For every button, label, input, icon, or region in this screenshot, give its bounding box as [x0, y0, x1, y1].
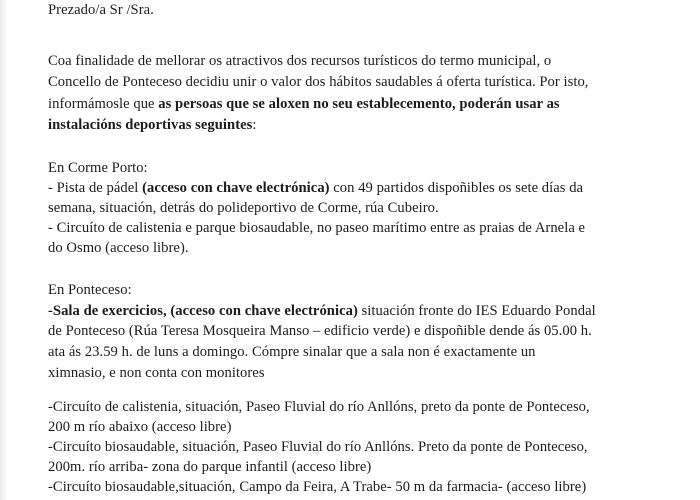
ponteceso-line-3: ata ás 23.59 h. de luns a domingo. Cómpre sinalar que a sala non é exactamente un [48, 344, 536, 360]
corme-heading: En Corme Porto: [48, 160, 148, 176]
intro-line-3-bold: as persoas que se aloxen no seu establecemento, poderán usar as [158, 96, 560, 112]
scan-edge-shadow [0, 0, 8, 500]
ponteceso-line-1-bold: -Sala de exercicios, (acceso con chave electrónica) [48, 303, 358, 319]
corme-line-1-bold: (acceso con chave electrónica) [142, 180, 330, 196]
ponteceso-line-1 [48, 302, 596, 320]
corme-line-4: do Osmo (acceso libre). [48, 240, 189, 256]
corme-line-1-c: con 49 partidos dispoñibles os sete días da [329, 180, 584, 196]
intro-line-1: Coa finalidade de mellorar os atractivos dos recursos turísticos do termo municipal, o [48, 53, 552, 69]
ponteceso-heading: En Ponteceso: [48, 282, 132, 298]
ponteceso-line-4: ximnasio, e non conta con monitores [48, 365, 265, 381]
circuit-3-line-1: -Circuíto biosaudable,situación, Campo da Feira, A Trabe- 50 m da farmacia- (acceso libre) [48, 479, 587, 495]
intro-line-3-text: informámosle que [48, 96, 159, 112]
circuit-2-line-2: 200m. río arriba- zona do parque infantil (acceso libre) [48, 459, 372, 475]
intro-line-4-bold: instalacións deportivas seguintes [48, 117, 253, 133]
ponteceso-line-1-c: situación fronte do IES Eduardo Pondal [357, 303, 596, 319]
corme-line-3: - Circuíto de calistenia e parque biosaudable, no paseo marítimo entre as praias de Arnela e [48, 220, 586, 236]
intro-line-2: Concello de Ponteceso decidiu unir o valor dos hábitos saudables á oferta turística. Por isto, [48, 74, 589, 90]
intro-line-4-colon: : [252, 117, 257, 133]
intro-line-3 [48, 95, 560, 113]
circuit-2-line-1: -Circuíto biosaudable, situación, Paseo Fluvial do río Anllóns. Preto da ponte de Ponteceso, [48, 439, 588, 455]
corme-line-1-a: - Pista de pádel [48, 180, 143, 196]
circuit-1-line-2: 200 m río abaixo (acceso libre) [48, 419, 232, 435]
corme-line-2: semana, situación, detrás do polideportivo de Corme, rúa Cubeiro. [48, 200, 439, 216]
intro-line-4 [48, 116, 256, 134]
circuit-1-line-1: -Circuíto de calistenia, situación, Paseo Fluvial do río Anllóns, preto da ponte de Ponteceso, [48, 399, 590, 415]
ponteceso-line-2: de Ponteceso (Rúa Teresa Mosqueira Manso – edificio verde) e dispoñible dende ás 05.00 h. [48, 323, 592, 339]
greeting: Prezado/a Sr /Sra. [48, 2, 154, 18]
corme-line-1 [48, 179, 583, 197]
